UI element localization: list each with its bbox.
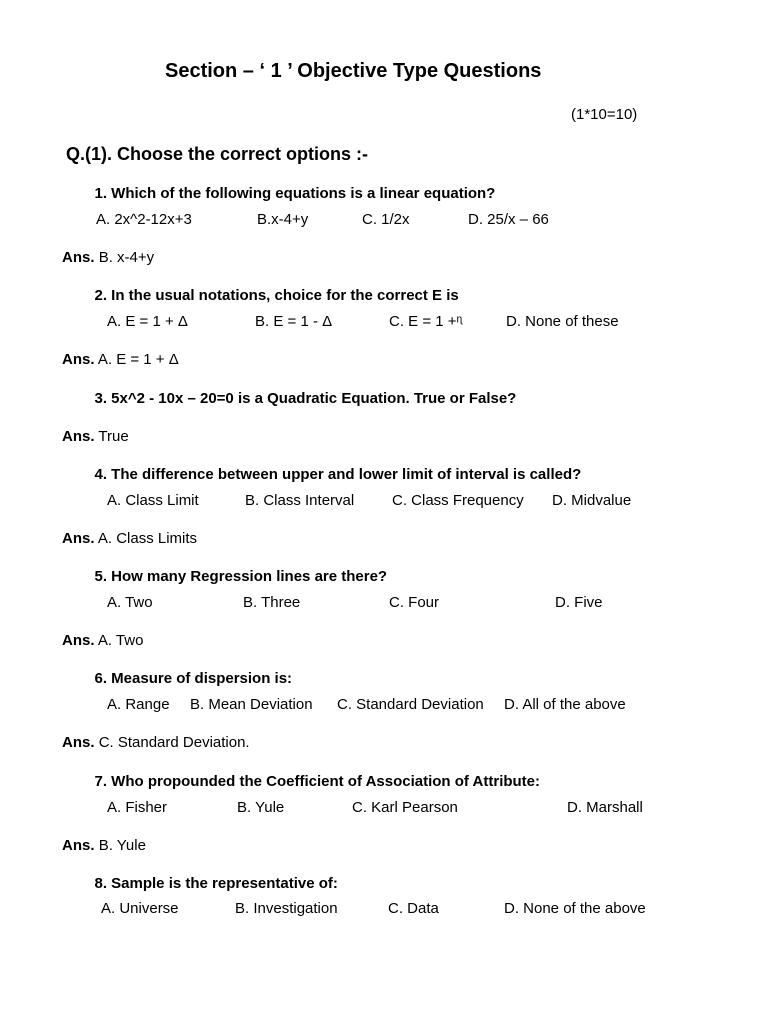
question-text: The difference between upper and lower limit of interval is called? bbox=[111, 466, 582, 483]
question-text: Sample is the representative of: bbox=[111, 875, 338, 892]
question-1 bbox=[85, 185, 495, 202]
question-8 bbox=[85, 875, 338, 892]
answer-label: Ans. bbox=[62, 632, 95, 649]
answer-4 bbox=[62, 530, 197, 547]
question-text: Measure of dispersion is: bbox=[111, 670, 293, 687]
answer-text: A. Two bbox=[97, 632, 144, 649]
page-title: Section – ‘ 1 ’ Objective Type Questions bbox=[165, 60, 542, 82]
answer-2 bbox=[62, 351, 179, 368]
option-a: A. 2x^2-12x+3 bbox=[96, 211, 192, 228]
question-number: 2. bbox=[94, 287, 107, 304]
option-b: B. Mean Deviation bbox=[190, 696, 313, 713]
question-number: 4. bbox=[94, 466, 107, 483]
answer-5 bbox=[62, 632, 143, 649]
question-number: 8. bbox=[94, 875, 107, 892]
answer-text: A. Class Limits bbox=[97, 530, 198, 547]
answer-label: Ans. bbox=[62, 530, 95, 547]
question-6 bbox=[85, 670, 292, 687]
question-number: 7. bbox=[94, 773, 107, 790]
answer-label: Ans. bbox=[62, 249, 95, 266]
option-c: C. 1/2x bbox=[362, 211, 410, 228]
answer-text: B. Yule bbox=[98, 837, 146, 854]
option-b: B. Class Interval bbox=[245, 492, 355, 509]
option-b: B. Three bbox=[243, 594, 301, 611]
option-d: D. Marshall bbox=[567, 799, 643, 816]
option-d: D. All of the above bbox=[504, 696, 626, 713]
answer-label: Ans. bbox=[62, 351, 95, 368]
answer-3 bbox=[62, 428, 129, 445]
marks-allocation: (1*10=10) bbox=[571, 106, 638, 123]
question-number: 6. bbox=[94, 670, 107, 687]
option-a: A. Fisher bbox=[107, 799, 168, 816]
question-text: 5x^2 - 10x – 20=0 is a Quadratic Equation. True or False? bbox=[111, 390, 517, 407]
answer-label: Ans. bbox=[62, 837, 95, 854]
option-a: A. Range bbox=[107, 696, 170, 713]
answer-7 bbox=[62, 837, 146, 854]
question-3 bbox=[85, 390, 516, 407]
answer-text: B. x-4+y bbox=[98, 249, 155, 266]
option-c: C. E = 1 +ᶯ bbox=[389, 313, 463, 330]
option-c: C. Class Frequency bbox=[392, 492, 524, 509]
question-text: Which of the following equations is a linear equation? bbox=[111, 185, 496, 202]
question-number: 3. bbox=[94, 390, 107, 407]
question-text: Who propounded the Coefficient of Association of Attribute: bbox=[111, 773, 541, 790]
question-text: How many Regression lines are there? bbox=[111, 568, 388, 585]
answer-label: Ans. bbox=[62, 428, 95, 445]
option-d: D. Five bbox=[555, 594, 603, 611]
option-b: B. Yule bbox=[237, 799, 285, 816]
question-2 bbox=[85, 287, 459, 304]
answer-1 bbox=[62, 249, 154, 266]
option-c: C. Four bbox=[389, 594, 440, 611]
question-7 bbox=[85, 773, 540, 790]
option-b: B. Investigation bbox=[235, 900, 338, 917]
option-c: C. Karl Pearson bbox=[352, 799, 458, 816]
answer-label: Ans. bbox=[62, 734, 95, 751]
option-a: A. Universe bbox=[101, 900, 179, 917]
option-c: C. Standard Deviation bbox=[337, 696, 484, 713]
option-d: D. Midvalue bbox=[552, 492, 632, 509]
option-d: D. 25/x – 66 bbox=[468, 211, 549, 228]
answer-text: True bbox=[98, 428, 129, 445]
answer-text: C. Standard Deviation. bbox=[98, 734, 250, 751]
option-d: D. None of the above bbox=[504, 900, 646, 917]
answer-text: A. E = 1 + Δ bbox=[97, 351, 179, 368]
option-b: B.x-4+y bbox=[257, 211, 309, 228]
question-5 bbox=[85, 568, 387, 585]
question-number: 5. bbox=[94, 568, 107, 585]
option-b: B. E = 1 - Δ bbox=[255, 313, 333, 330]
option-c: C. Data bbox=[388, 900, 439, 917]
question-heading: Q.(1). Choose the correct options :- bbox=[66, 144, 369, 164]
question-4 bbox=[85, 466, 581, 483]
answer-6 bbox=[62, 734, 250, 751]
question-text: In the usual notations, choice for the correct E is bbox=[111, 287, 459, 304]
option-a: A. Two bbox=[107, 594, 153, 611]
option-a: A. Class Limit bbox=[107, 492, 199, 509]
option-d: D. None of these bbox=[506, 313, 619, 330]
option-a: A. E = 1 + Δ bbox=[107, 313, 188, 330]
question-number: 1. bbox=[94, 185, 107, 202]
